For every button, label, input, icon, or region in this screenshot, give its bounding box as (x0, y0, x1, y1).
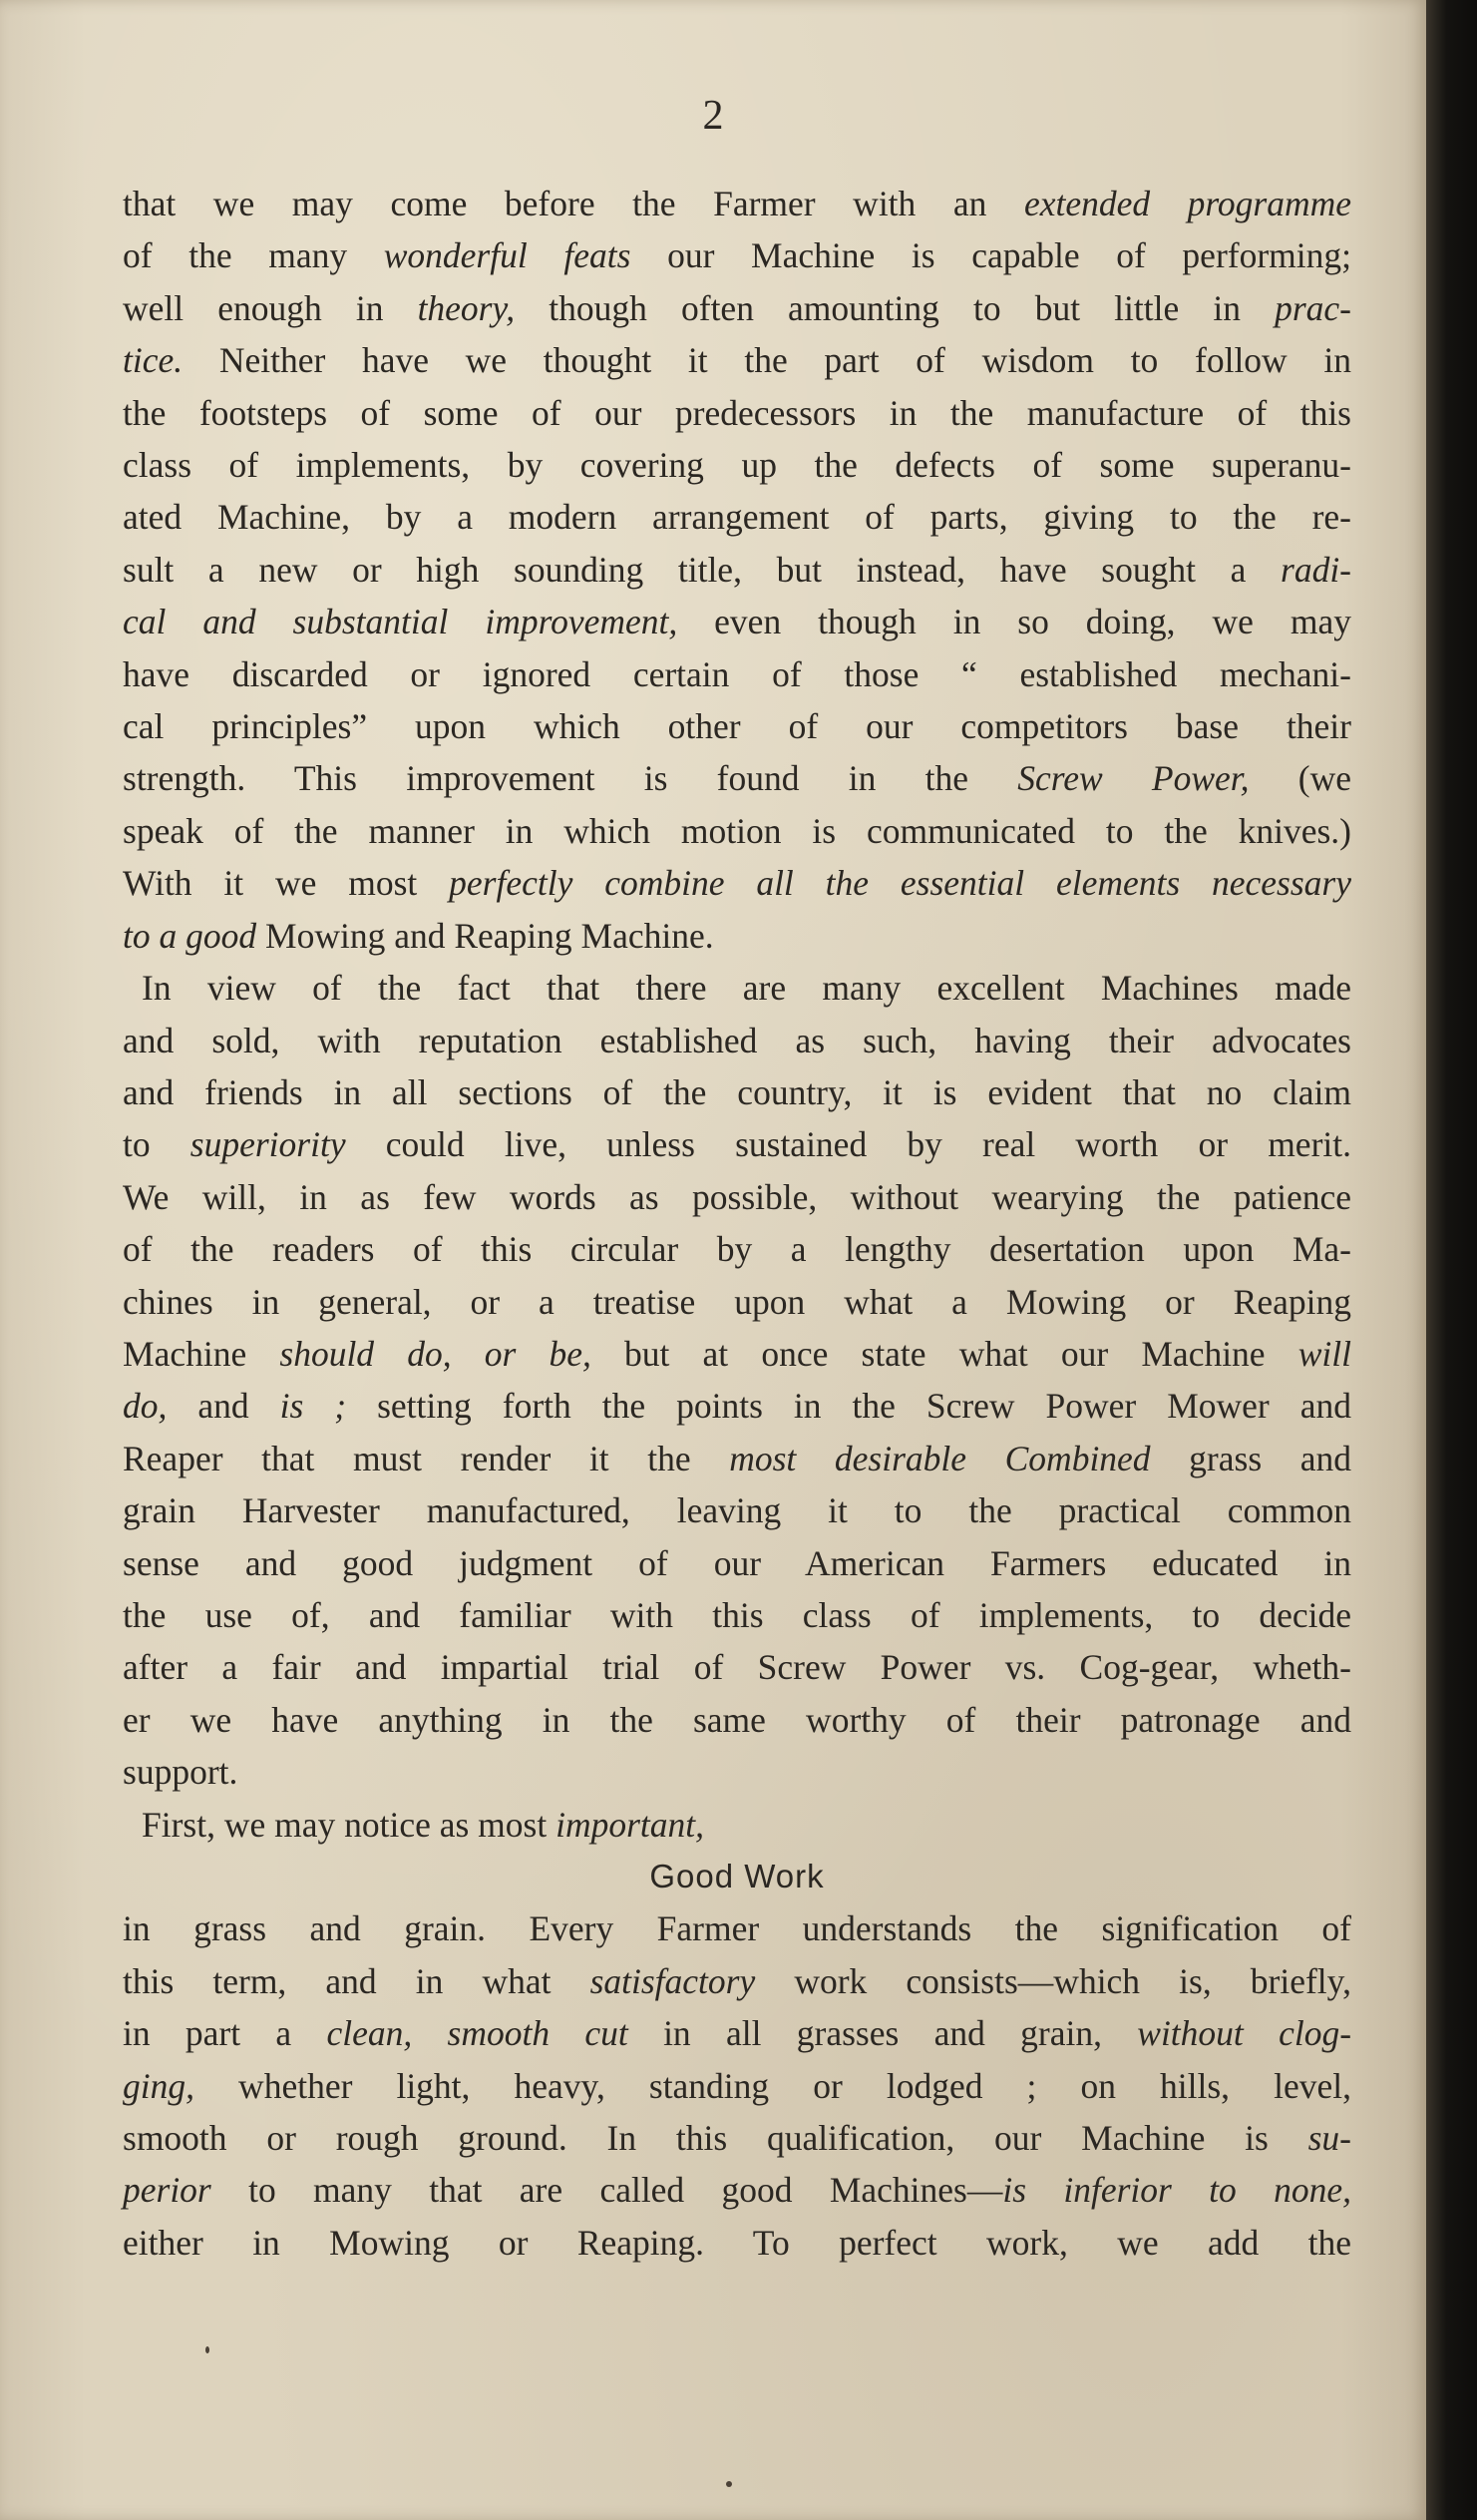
italic-text: cal and substantial improvement, (123, 602, 678, 642)
italic-text: do, (123, 1386, 168, 1427)
text-line: in grass and grain. Every Farmer understands the signification of (123, 1908, 1351, 1949)
text-line: and sold, with reputation established as such, having their advocates (123, 1020, 1351, 1060)
text-line: in part a clean, smooth cut in all grasses and grain, without clog- (123, 2013, 1352, 2054)
text-line: er we have anything in the same worthy of their patronage and (123, 1699, 1351, 1740)
text-line: the footsteps of some of our predecessors in the manufacture of this (123, 392, 1351, 433)
text-line: perior to many that are called good Machines—is inferior to none, (123, 2170, 1351, 2211)
text-line: well enough in theory, though often amounting to but little in prac- (123, 287, 1351, 328)
text-line: tice. Neither have we thought it the part of wisdom to follow in (123, 340, 1351, 381)
text-line: of the readers of this circular by a lengthy desertation upon Ma- (123, 1229, 1351, 1270)
italic-text: extended programme (1023, 184, 1352, 223)
text-line: ated Machine, by a modern arrangement of parts, giving to the re- (123, 497, 1351, 538)
italic-text: clean, smooth cut (326, 2013, 628, 2054)
italic-text: is ; (279, 1386, 347, 1427)
scan-edge (1426, 0, 1477, 2520)
text-line: sult a new or high sounding title, but instead, have sought a radi- (123, 549, 1351, 590)
page-number: 2 (702, 93, 724, 139)
italic-text: theory, (417, 287, 516, 328)
italic-text: most desirable Combined (729, 1438, 1151, 1478)
text-line: With it we most perfectly combine all the essential elements necessary (123, 863, 1351, 904)
text-line: grain Harvester manufactured, leaving it to the practical common (123, 1490, 1351, 1531)
text-line: speak of the manner in which motion is communicated to the knives.) (123, 810, 1351, 851)
paper-speck (726, 2481, 732, 2487)
italic-text: without clog- (1137, 2013, 1352, 2054)
italic-text: perior (123, 2170, 211, 2211)
italic-text: to a good (123, 915, 257, 956)
text-line: that we may come before the Farmer with an extended programme (123, 184, 1352, 223)
italic-text: superiority (189, 1124, 346, 1165)
text-line: either in Mowing or Reaping. To perfect work, we add the (123, 2222, 1351, 2263)
italic-text: important, (555, 1804, 705, 1845)
italic-text: prac- (1275, 287, 1351, 328)
text-line: Reaper that must render it the most desirable Combined grass and (123, 1438, 1351, 1478)
text-line: cal and substantial improvement, even though in so doing, we may (123, 602, 1351, 642)
text-line: support. (123, 1752, 238, 1793)
italic-text: ging, (123, 2065, 194, 2106)
italic-text: will (1297, 1333, 1352, 1374)
text-line: the use of, and familiar with this class of implements, to decide (123, 1594, 1351, 1635)
text-line: after a fair and impartial trial of Screw Power vs. Cog-gear, wheth- (123, 1647, 1351, 1688)
text-line: sense and good judgment of our American Farmers educated in (123, 1542, 1351, 1583)
italic-text: su- (1307, 2118, 1351, 2159)
text-line: of the many wonderful feats our Machine is capable of performing; (123, 235, 1351, 276)
italic-text: radi- (1281, 549, 1351, 590)
text-line: this term, and in what satisfactory work consists—which is, briefly, (123, 1960, 1351, 2001)
text-line: In view of the fact that there are many excellent Machines made (142, 968, 1351, 1009)
text-line: strength. This improvement is found in the Screw Power, (we (123, 758, 1351, 799)
section-heading: Good Work (649, 1858, 825, 1894)
italic-text: tice. (123, 340, 184, 381)
italic-text: perfectly combine all the essential elements necessary (449, 863, 1351, 904)
italic-text: wonderful feats (383, 235, 631, 276)
text-line: Machine should do, or be, but at once state what our Machine will (123, 1333, 1352, 1374)
text-line: class of implements, by covering up the defects of some superanu- (123, 445, 1351, 486)
text-line: do, and is ; setting forth the points in the Screw Power Mower and (123, 1386, 1351, 1427)
text-line: to superiority could live, unless sustained by real worth or merit. (123, 1124, 1351, 1165)
italic-text: Screw Power, (1017, 758, 1250, 799)
text-line: and friends in all sections of the country, it is evident that no claim (123, 1071, 1351, 1112)
text-line: cal principles” upon which other of our competitors base their (123, 706, 1351, 747)
italic-text: satisfactory (589, 1960, 756, 2001)
text-line: First, we may notice as most important, (142, 1804, 705, 1845)
body-text (123, 178, 1351, 2269)
paper-speck (205, 2346, 209, 2353)
text-line: have discarded or ignored certain of those “ established mechani- (123, 653, 1351, 694)
text-line: chines in general, or a treatise upon what a Mowing or Reaping (123, 1281, 1351, 1322)
italic-text: should do, or be, (279, 1333, 591, 1374)
text-line: We will, in as few words as possible, without wearying the patience (123, 1176, 1351, 1217)
text-line: to a good Mowing and Reaping Machine. (123, 915, 714, 956)
text-line: ging, whether light, heavy, standing or lodged ; on hills, level, (123, 2065, 1351, 2106)
text-line: smooth or rough ground. In this qualification, our Machine is su- (123, 2118, 1351, 2159)
italic-text: is inferior to none, (1002, 2170, 1351, 2211)
